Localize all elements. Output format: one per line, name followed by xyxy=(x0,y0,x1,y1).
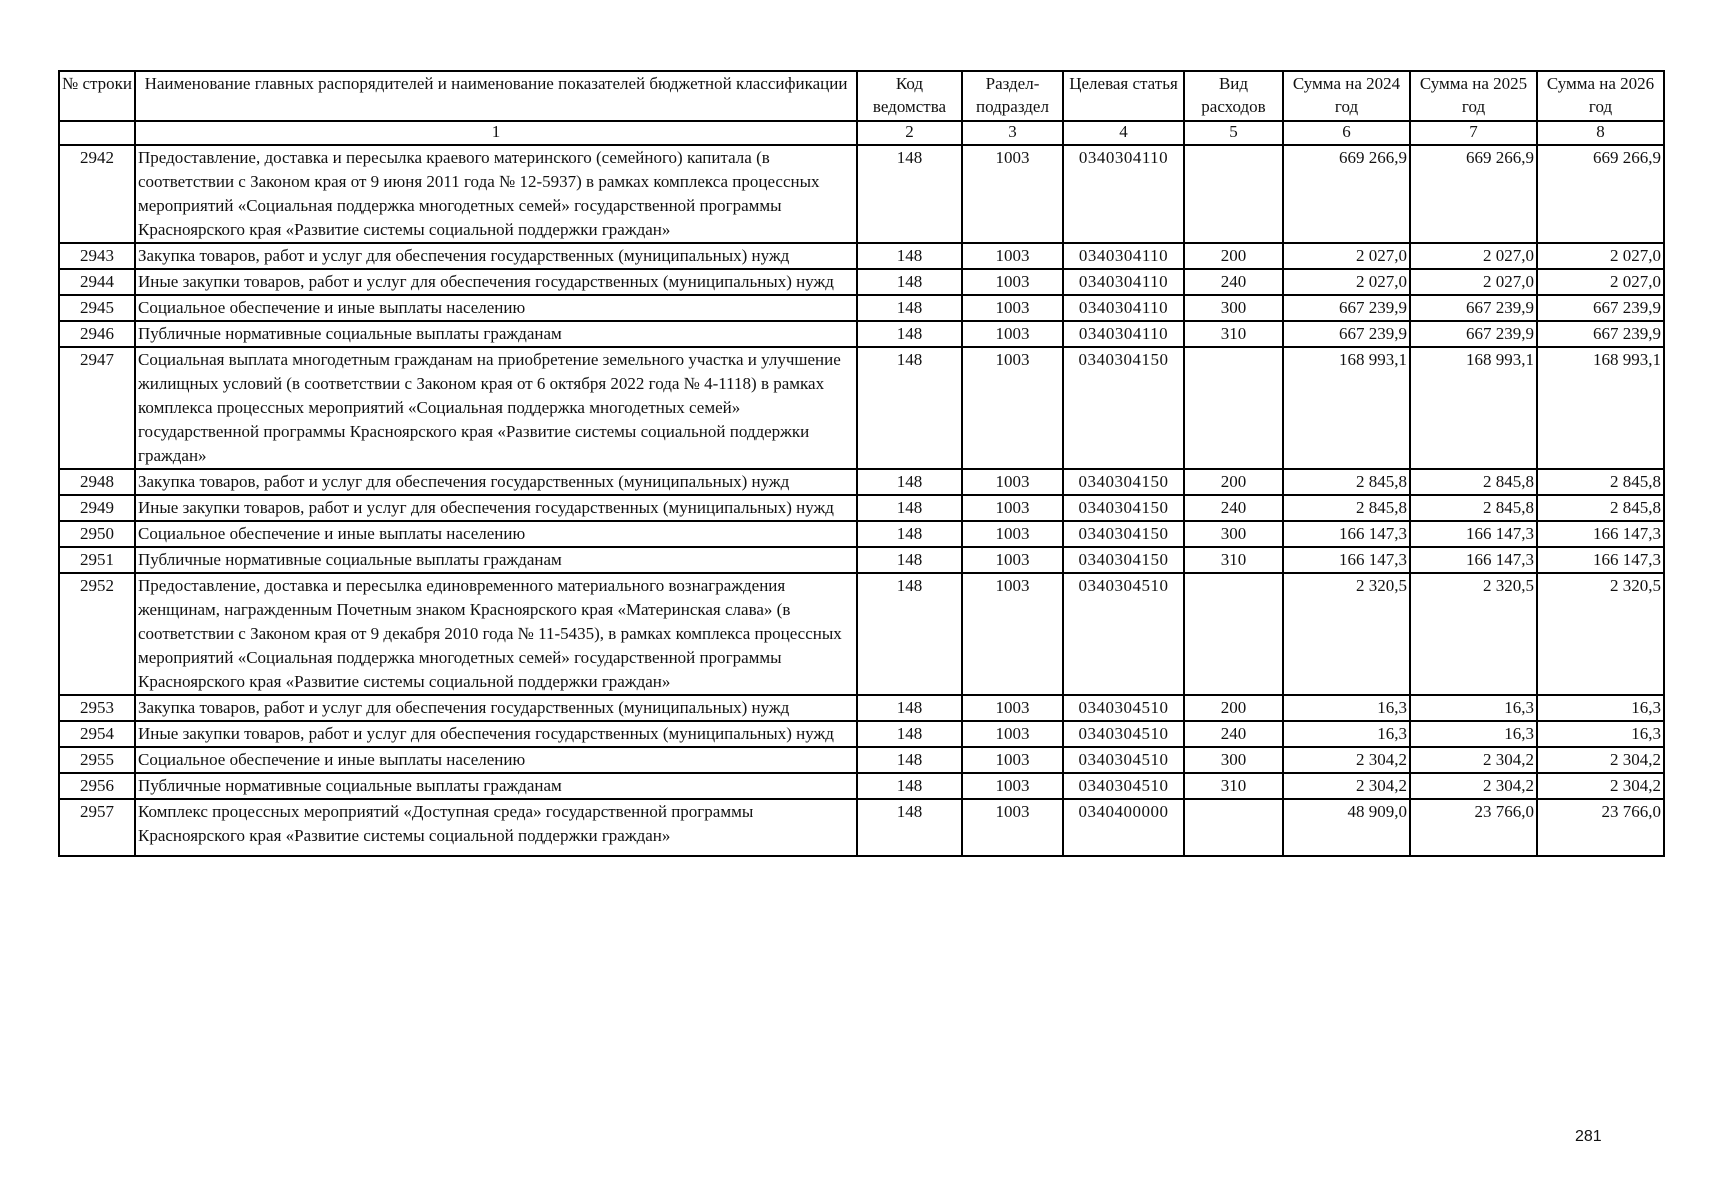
row-expense-type: 240 xyxy=(1184,721,1283,747)
row-ministry-code: 148 xyxy=(857,799,962,856)
header-name: Наименование главных распорядителей и наименование показателей бюджетной классификации xyxy=(135,71,857,121)
header-sum-2026: Сумма на 2026 год xyxy=(1537,71,1664,121)
header-row-number: № строки xyxy=(59,71,135,121)
column-number: 4 xyxy=(1063,121,1184,145)
row-sum-2025: 2 304,2 xyxy=(1410,747,1537,773)
row-target-item: 0340304150 xyxy=(1063,547,1184,573)
row-sum-2025: 16,3 xyxy=(1410,695,1537,721)
row-ministry-code: 148 xyxy=(857,243,962,269)
row-sum-2025: 669 266,9 xyxy=(1410,145,1537,243)
row-sum-2024: 2 304,2 xyxy=(1283,747,1410,773)
row-name: Иные закупки товаров, работ и услуг для обеспечения государственных (муниципальных) нужд xyxy=(135,269,857,295)
row-name: Предоставление, доставка и пересылка единовременного материального вознаграждения женщинам, награжденным Почетным знаком Красноярского края «Материнская слава» (в соответствии с Законом края от 9 декабря 2010 года № 11-5435), в рамках комплекса процессных мероприятий «Социальная поддержка многодетных семей» государственной программы Красноярского края «Развитие системы социальной поддержки граждан» xyxy=(135,573,857,695)
row-number: 2942 xyxy=(59,145,135,243)
row-name: Иные закупки товаров, работ и услуг для обеспечения государственных (муниципальных) нужд xyxy=(135,721,857,747)
column-number: 3 xyxy=(962,121,1063,145)
row-target-item: 0340304510 xyxy=(1063,573,1184,695)
row-expense-type: 300 xyxy=(1184,295,1283,321)
row-sum-2024: 2 304,2 xyxy=(1283,773,1410,799)
table-row xyxy=(59,145,1664,243)
table-row xyxy=(59,243,1664,269)
row-section: 1003 xyxy=(962,347,1063,469)
row-expense-type: 300 xyxy=(1184,747,1283,773)
header-sum-2024: Сумма на 2024 год xyxy=(1283,71,1410,121)
row-number: 2956 xyxy=(59,773,135,799)
row-target-item: 0340304150 xyxy=(1063,495,1184,521)
row-sum-2026: 2 304,2 xyxy=(1537,773,1664,799)
table-row xyxy=(59,773,1664,799)
table-row xyxy=(59,347,1664,469)
row-name: Закупка товаров, работ и услуг для обеспечения государственных (муниципальных) нужд xyxy=(135,469,857,495)
row-number: 2954 xyxy=(59,721,135,747)
row-section: 1003 xyxy=(962,495,1063,521)
row-name: Иные закупки товаров, работ и услуг для обеспечения государственных (муниципальных) нужд xyxy=(135,495,857,521)
row-target-item: 0340304110 xyxy=(1063,269,1184,295)
row-sum-2024: 166 147,3 xyxy=(1283,547,1410,573)
row-ministry-code: 148 xyxy=(857,747,962,773)
row-sum-2025: 2 027,0 xyxy=(1410,269,1537,295)
row-sum-2024: 168 993,1 xyxy=(1283,347,1410,469)
row-ministry-code: 148 xyxy=(857,469,962,495)
row-sum-2024: 2 027,0 xyxy=(1283,243,1410,269)
table-row xyxy=(59,269,1664,295)
row-name: Комплекс процессных мероприятий «Доступная среда» государственной программы Красноярского края «Развитие системы социальной поддержки граждан» xyxy=(135,799,857,856)
row-sum-2025: 166 147,3 xyxy=(1410,547,1537,573)
row-sum-2026: 2 320,5 xyxy=(1537,573,1664,695)
row-sum-2025: 667 239,9 xyxy=(1410,295,1537,321)
row-ministry-code: 148 xyxy=(857,521,962,547)
row-expense-type xyxy=(1184,145,1283,243)
row-sum-2026: 669 266,9 xyxy=(1537,145,1664,243)
row-number: 2943 xyxy=(59,243,135,269)
row-sum-2026: 2 304,2 xyxy=(1537,747,1664,773)
row-sum-2024: 2 027,0 xyxy=(1283,269,1410,295)
row-expense-type: 300 xyxy=(1184,521,1283,547)
row-sum-2026: 166 147,3 xyxy=(1537,547,1664,573)
row-number: 2953 xyxy=(59,695,135,721)
row-expense-type xyxy=(1184,573,1283,695)
row-number: 2947 xyxy=(59,347,135,469)
row-sum-2025: 168 993,1 xyxy=(1410,347,1537,469)
row-sum-2025: 2 845,8 xyxy=(1410,495,1537,521)
row-sum-2024: 16,3 xyxy=(1283,721,1410,747)
row-ministry-code: 148 xyxy=(857,773,962,799)
row-sum-2026: 2 845,8 xyxy=(1537,495,1664,521)
row-sum-2024: 2 845,8 xyxy=(1283,469,1410,495)
row-target-item: 0340304510 xyxy=(1063,747,1184,773)
row-name: Публичные нормативные социальные выплаты гражданам xyxy=(135,547,857,573)
table-row xyxy=(59,321,1664,347)
row-expense-type xyxy=(1184,799,1283,856)
header-target-item: Целевая статья xyxy=(1063,71,1184,121)
row-expense-type: 310 xyxy=(1184,321,1283,347)
row-sum-2025: 667 239,9 xyxy=(1410,321,1537,347)
table-row xyxy=(59,469,1664,495)
row-name: Социальное обеспечение и иные выплаты населению xyxy=(135,295,857,321)
row-sum-2024: 166 147,3 xyxy=(1283,521,1410,547)
row-ministry-code: 148 xyxy=(857,495,962,521)
row-sum-2024: 16,3 xyxy=(1283,695,1410,721)
row-section: 1003 xyxy=(962,243,1063,269)
table-row xyxy=(59,495,1664,521)
budget-table xyxy=(58,70,1665,857)
column-number: 6 xyxy=(1283,121,1410,145)
row-ministry-code: 148 xyxy=(857,547,962,573)
row-number: 2944 xyxy=(59,269,135,295)
row-name: Закупка товаров, работ и услуг для обеспечения государственных (муниципальных) нужд xyxy=(135,243,857,269)
row-expense-type: 240 xyxy=(1184,269,1283,295)
row-name: Социальное обеспечение и иные выплаты населению xyxy=(135,521,857,547)
row-section: 1003 xyxy=(962,799,1063,856)
row-section: 1003 xyxy=(962,295,1063,321)
row-number: 2950 xyxy=(59,521,135,547)
row-target-item: 0340304150 xyxy=(1063,469,1184,495)
row-target-item: 0340304510 xyxy=(1063,695,1184,721)
row-expense-type: 310 xyxy=(1184,547,1283,573)
column-number xyxy=(59,121,135,145)
column-number-row xyxy=(59,121,1664,145)
header-expense-type: Вид расходов xyxy=(1184,71,1283,121)
row-target-item: 0340304510 xyxy=(1063,721,1184,747)
row-number: 2945 xyxy=(59,295,135,321)
row-target-item: 0340304150 xyxy=(1063,521,1184,547)
column-number: 5 xyxy=(1184,121,1283,145)
row-number: 2951 xyxy=(59,547,135,573)
row-name: Социальное обеспечение и иные выплаты населению xyxy=(135,747,857,773)
row-section: 1003 xyxy=(962,773,1063,799)
row-section: 1003 xyxy=(962,573,1063,695)
row-sum-2026: 23 766,0 xyxy=(1537,799,1664,856)
row-name: Закупка товаров, работ и услуг для обеспечения государственных (муниципальных) нужд xyxy=(135,695,857,721)
row-sum-2025: 166 147,3 xyxy=(1410,521,1537,547)
page-number: 281 xyxy=(1575,1128,1602,1145)
header-ministry-code: Код ведомства xyxy=(857,71,962,121)
row-section: 1003 xyxy=(962,747,1063,773)
row-ministry-code: 148 xyxy=(857,695,962,721)
row-sum-2025: 16,3 xyxy=(1410,721,1537,747)
row-sum-2026: 2 845,8 xyxy=(1537,469,1664,495)
row-sum-2026: 2 027,0 xyxy=(1537,269,1664,295)
row-section: 1003 xyxy=(962,469,1063,495)
row-expense-type: 200 xyxy=(1184,469,1283,495)
row-expense-type: 200 xyxy=(1184,695,1283,721)
row-sum-2025: 2 320,5 xyxy=(1410,573,1537,695)
row-section: 1003 xyxy=(962,145,1063,243)
column-number: 7 xyxy=(1410,121,1537,145)
row-target-item: 0340304510 xyxy=(1063,773,1184,799)
row-sum-2026: 168 993,1 xyxy=(1537,347,1664,469)
row-sum-2024: 669 266,9 xyxy=(1283,145,1410,243)
row-ministry-code: 148 xyxy=(857,721,962,747)
row-target-item: 0340304110 xyxy=(1063,295,1184,321)
row-sum-2026: 667 239,9 xyxy=(1537,295,1664,321)
row-ministry-code: 148 xyxy=(857,295,962,321)
row-sum-2026: 16,3 xyxy=(1537,695,1664,721)
table-row xyxy=(59,747,1664,773)
row-section: 1003 xyxy=(962,521,1063,547)
row-ministry-code: 148 xyxy=(857,347,962,469)
row-expense-type: 240 xyxy=(1184,495,1283,521)
row-name: Публичные нормативные социальные выплаты гражданам xyxy=(135,773,857,799)
row-number: 2955 xyxy=(59,747,135,773)
row-number: 2957 xyxy=(59,799,135,856)
row-target-item: 0340304110 xyxy=(1063,243,1184,269)
row-ministry-code: 148 xyxy=(857,269,962,295)
row-expense-type: 310 xyxy=(1184,773,1283,799)
table-row xyxy=(59,573,1664,695)
row-sum-2024: 2 845,8 xyxy=(1283,495,1410,521)
row-section: 1003 xyxy=(962,547,1063,573)
row-sum-2024: 667 239,9 xyxy=(1283,295,1410,321)
header-sum-2025: Сумма на 2025 год xyxy=(1410,71,1537,121)
row-number: 2948 xyxy=(59,469,135,495)
row-sum-2026: 16,3 xyxy=(1537,721,1664,747)
row-sum-2026: 2 027,0 xyxy=(1537,243,1664,269)
row-sum-2026: 166 147,3 xyxy=(1537,521,1664,547)
header-section: Раздел-подраздел xyxy=(962,71,1063,121)
row-sum-2025: 23 766,0 xyxy=(1410,799,1537,856)
row-number: 2946 xyxy=(59,321,135,347)
row-section: 1003 xyxy=(962,695,1063,721)
column-number: 2 xyxy=(857,121,962,145)
column-number: 1 xyxy=(135,121,857,145)
table-body xyxy=(59,145,1664,856)
row-ministry-code: 148 xyxy=(857,145,962,243)
row-section: 1003 xyxy=(962,721,1063,747)
row-ministry-code: 148 xyxy=(857,573,962,695)
row-section: 1003 xyxy=(962,269,1063,295)
row-sum-2026: 667 239,9 xyxy=(1537,321,1664,347)
table-row xyxy=(59,721,1664,747)
table-row xyxy=(59,547,1664,573)
row-target-item: 0340304110 xyxy=(1063,145,1184,243)
row-sum-2024: 48 909,0 xyxy=(1283,799,1410,856)
row-sum-2024: 667 239,9 xyxy=(1283,321,1410,347)
row-target-item: 0340304110 xyxy=(1063,321,1184,347)
table-row xyxy=(59,799,1664,856)
row-target-item: 0340304150 xyxy=(1063,347,1184,469)
row-sum-2024: 2 320,5 xyxy=(1283,573,1410,695)
row-name: Социальная выплата многодетным гражданам на приобретение земельного участка и улучшение жилищных условий (в соответствии с Законом края от 6 октября 2022 года № 4-1118) в рамках комплекса процессных мероприятий «Социальная поддержка многодетных семей» государственной программы Красноярского края «Развитие системы социальной поддержки граждан» xyxy=(135,347,857,469)
table-row xyxy=(59,521,1664,547)
row-section: 1003 xyxy=(962,321,1063,347)
row-target-item: 0340400000 xyxy=(1063,799,1184,856)
table-row xyxy=(59,695,1664,721)
row-sum-2025: 2 845,8 xyxy=(1410,469,1537,495)
column-number: 8 xyxy=(1537,121,1664,145)
row-name: Публичные нормативные социальные выплаты гражданам xyxy=(135,321,857,347)
table-row xyxy=(59,295,1664,321)
header-row xyxy=(59,71,1664,121)
row-name: Предоставление, доставка и пересылка краевого материнского (семейного) капитала (в соответствии с Законом края от 9 июня 2011 года № 12-5937) в рамках комплекса процессных мероприятий «Социальная поддержка многодетных семей» государственной программы Красноярского края «Развитие системы социальной поддержки граждан» xyxy=(135,145,857,243)
row-sum-2025: 2 027,0 xyxy=(1410,243,1537,269)
row-number: 2952 xyxy=(59,573,135,695)
row-expense-type: 200 xyxy=(1184,243,1283,269)
row-number: 2949 xyxy=(59,495,135,521)
row-expense-type xyxy=(1184,347,1283,469)
row-sum-2025: 2 304,2 xyxy=(1410,773,1537,799)
row-ministry-code: 148 xyxy=(857,321,962,347)
